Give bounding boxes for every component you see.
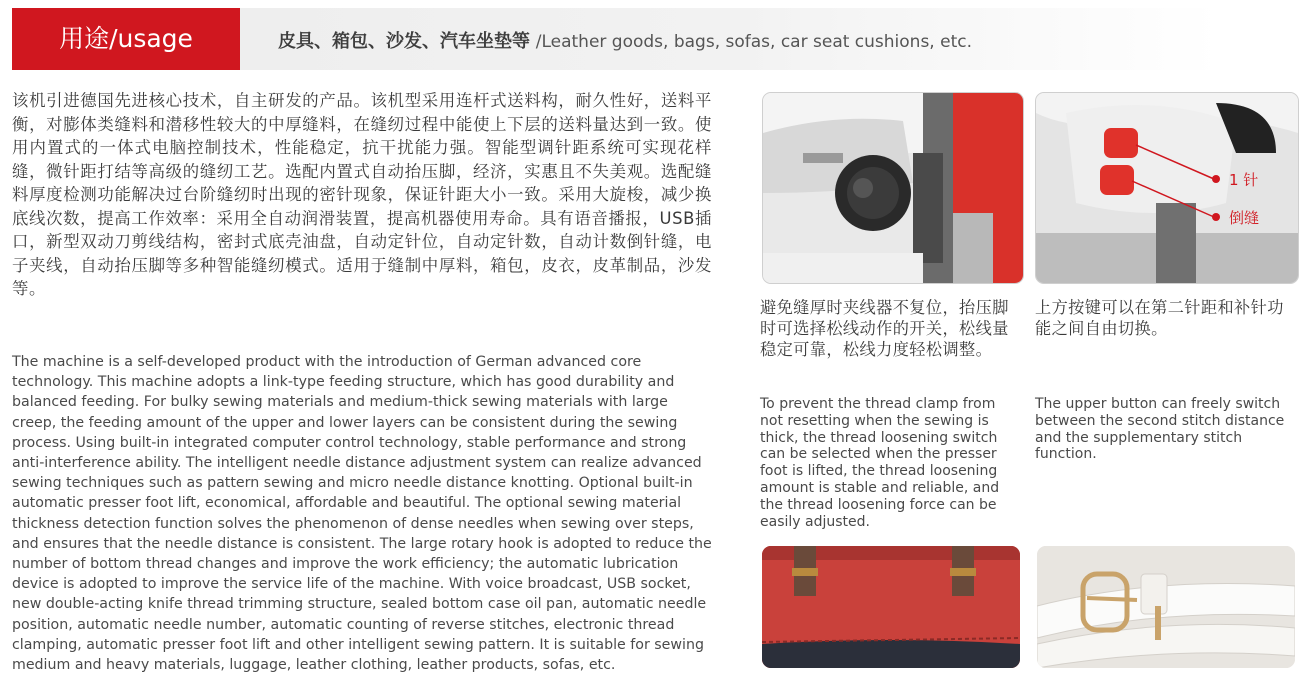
leather-bag-photo [762,546,1020,668]
feature-1-caption-cn: 避免缝厚时夹线器不复位，抬压脚时可选择松线动作的开关，松线量稳定可靠，松线力度轻松调整。 [760,298,1009,359]
switch-buttons-photo [1035,92,1299,284]
usage-subtitle-cn: 皮具、箱包、沙发、汽车坐垫等 [278,31,530,52]
leather-bag-illustration [762,546,1020,668]
feature-1-caption-en: To prevent the thread clamp from not resetting when the sewing is thick, the thread loosening switch can be selected when the presser foot is lifted, the thread loosening amount is stable and reliable, and the thread loosening force can be easily adjusted. [760,396,1000,530]
description-cn: 该机引进德国先进核心技术，自主研发的产品。该机型采用连杆式送料构，耐久性好，送料平衡，对膨体类缝料和潜移性较大的中厚缝料，在缝纫过程中能使上下层的送料量达到一致。使用内置式的一体式电脑控制技术，性能稳定，抗干扰能力强。智能型调针距系统可实现花样缝，微针距打结等高级的缝纫工艺。选配内置式自动抬压脚，经济，实惠且不失美观。选配缝料厚度检测功能解决过台阶缝纫时出现的密针现象，保证针距大小一致。采用大旋梭，减少换底线次数，提高工作效率：采用全自动润滑装置，提高机器使用寿命。具有语音播报，USB插口，新型双动刀剪线结构，密封式底壳油盘，自动定针位，自动定针数，自动计数倒针缝，电子夹线，自动抬压脚等多种智能缝纫模式。适用于缝制中厚料，箱包，皮衣，皮革制品，沙发等。 [12,91,712,298]
label-one-stitch: 1 针 [1229,171,1259,189]
leather-belt-photo [1037,546,1295,668]
leather-belt-illustration [1037,546,1295,668]
switch-buttons-illustration [1036,93,1298,283]
usage-tag: 用途/usage [12,8,240,70]
label-reverse-stitch: 倒缝 [1229,209,1260,227]
feature-2-caption-en: The upper button can freely switch between the second stitch distance and the supplementary stitch function. [1035,396,1285,463]
thread-clamp-illustration [763,93,1023,283]
usage-subtitle-en: /Leather goods, bags, sofas, car seat cushions, etc. [535,32,972,52]
description-en: The machine is a self-developed product with the introduction of German advanced core technology. This machine adopts a link-type feeding structure, which has good durability and balanced feeding. For bulky sewing materials and medium-thick sewing materials with large creep, the feeding amount of the upper and lower layers can be consistent during the sewing process. Using built-in integrated computer control technology, stable performance and strong anti-interference ability. The intelligent needle distance adjustment system can realize advanced sewing techniques such as pattern sewing and micro needle distance knotting. Optional built-in automatic presser foot lift, economical, affordable and beautiful. The optional sewing material thickness detection function solves the phenomenon of dense needles when sewing over steps, and ensures that the needle distance is consistent. The large rotary hook is adopted to reduce the number of bottom thread changes and improve the work efficiency; the automatic lubrication device is adopted to improve the service life of the machine. With voice broadcast, USB socket, new double-acting knife thread trimming structure, sealed bottom case oil pan, automatic needle position, automatic needle number, automatic counting of reverse stitches, electronic thread clamping, automatic presser foot lift and other intelligent sewing pattern. It is suitable for sewing medium and heavy materials, luggage, leather clothing, leather products, sofas, etc. [12,354,712,674]
usage-subtitle [278,27,972,53]
thread-clamp-photo [762,92,1024,284]
feature-2-caption-cn: 上方按键可以在第二针距和补针功能之间自由切换。 [1035,298,1284,338]
